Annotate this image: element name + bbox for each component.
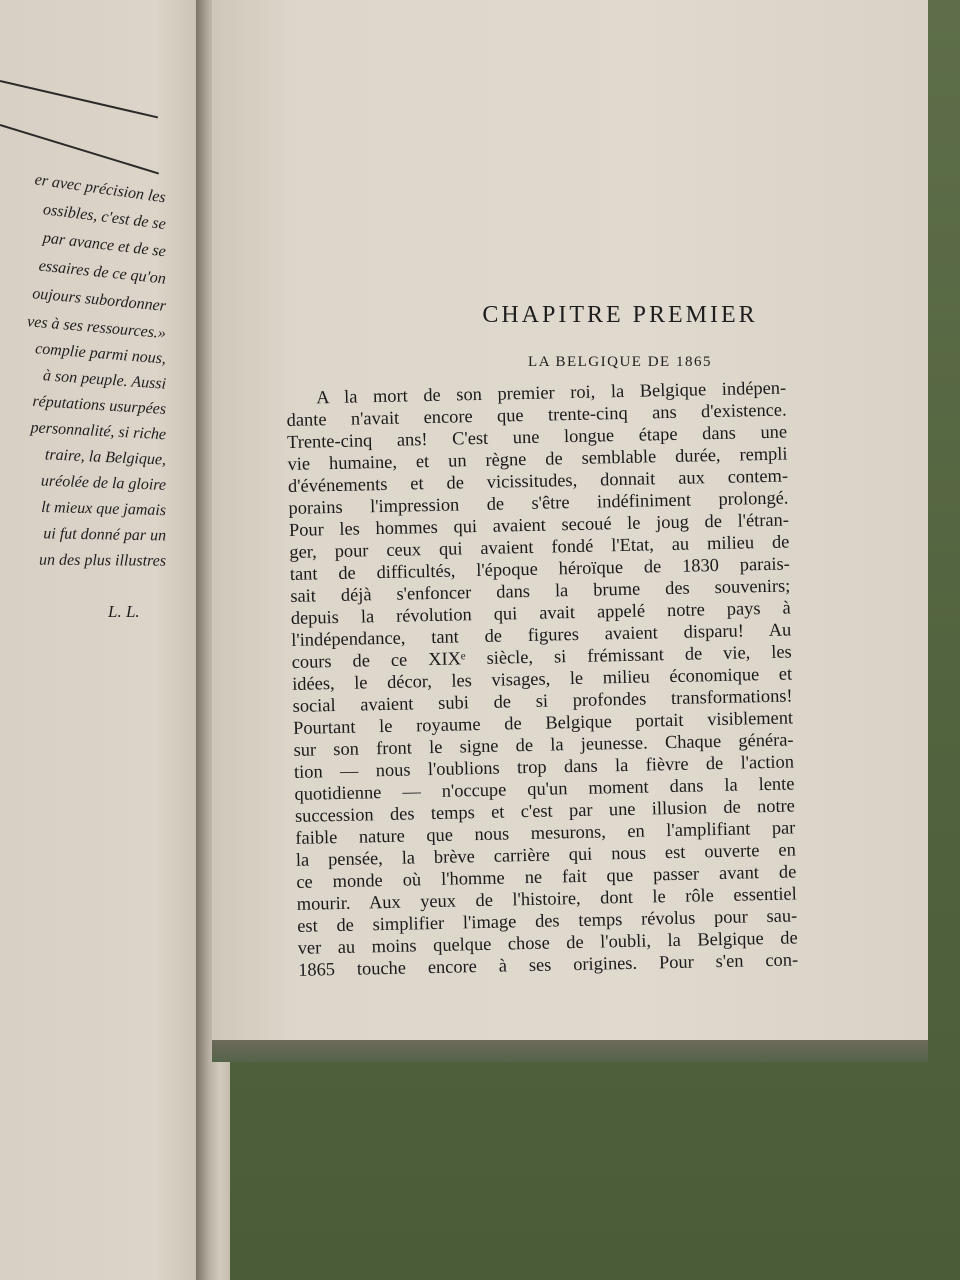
left-text-line: ui fut donné par un bbox=[43, 525, 167, 545]
text-line: Pourtant le royaume de Belgique portait visiblement bbox=[292, 707, 794, 738]
text-line: quotidienne — n'occupe qu'un moment dans la lente bbox=[294, 773, 795, 804]
signature: L. L. bbox=[108, 602, 140, 621]
text-line: l'indépendance, tant de figures avaient disparu! Au bbox=[291, 619, 792, 650]
text-line: idées, le décor, les visages, le milieu économique et bbox=[291, 663, 793, 694]
decorative-rule bbox=[0, 80, 158, 118]
text-line: ger, pour ceux qui avaient fondé l'Etat, au milieu de bbox=[289, 531, 790, 562]
text-line: succession des temps et c'est par une illusion de notre bbox=[294, 795, 796, 826]
decorative-rule bbox=[0, 124, 159, 174]
left-text-line: er avec précision les bbox=[33, 171, 167, 207]
left-text-line: personnalité, si riche bbox=[30, 419, 167, 444]
left-text-line: uréolée de la gloire bbox=[40, 472, 167, 494]
text-line: ver au moins quelque chose de l'oubli, la Belgique de bbox=[297, 927, 798, 958]
left-text-line: à son peuple. Aussi bbox=[42, 367, 167, 393]
left-text-line: par avance et de se bbox=[42, 229, 167, 261]
chapter-title: CHAPITRE PREMIER bbox=[482, 302, 758, 328]
left-text-line: lt mieux que jamais bbox=[40, 498, 167, 520]
text-line: tant de difficultés, l'époque héroïque de 1830 parais- bbox=[289, 553, 790, 584]
text-line: ce monde où l'homme ne fait que passer avant de bbox=[296, 861, 797, 892]
left-text-line: réputations usurpées bbox=[31, 392, 167, 419]
left-text-line: oujours subordonner bbox=[31, 285, 167, 315]
body-text bbox=[286, 377, 806, 980]
page-edge-shadow bbox=[212, 1040, 928, 1062]
text-line: sur son front le signe de la jeunesse. Chaque généra- bbox=[293, 729, 794, 760]
text-line: sait déjà s'enfoncer dans la brume des souvenirs; bbox=[290, 575, 791, 606]
right-page bbox=[212, 0, 928, 1040]
text-line: d'événements et de vicissitudes, donnait aux contem- bbox=[287, 465, 789, 496]
text-line: A la mort de son premier roi, la Belgique indépen- bbox=[315, 377, 787, 408]
text-line: depuis la révolution qui avait appelé notre pays à bbox=[290, 597, 791, 628]
left-page bbox=[0, 0, 222, 1280]
left-text-line: traire, la Belgique, bbox=[44, 446, 167, 469]
section-title: LA BELGIQUE DE 1865 bbox=[528, 354, 712, 370]
text-line: porains l'impression de s'être indéfiniment prolongé. bbox=[288, 487, 789, 518]
text-line: la pensée, la brève carrière qui nous est ouverte en bbox=[295, 839, 796, 870]
text-line: mourir. Aux yeux de l'histoire, dont le rôle essentiel bbox=[296, 883, 797, 914]
text-line: dante n'avait encore que trente-cinq ans d'existence. bbox=[286, 399, 787, 430]
text-line: est de simplifier l'image des temps révolus pour sau- bbox=[297, 905, 798, 936]
text-line: cours de ce XIXᵉ siècle, si frémissant de vie, les bbox=[291, 641, 792, 672]
left-text-line: ves à ses ressources.» bbox=[26, 313, 167, 343]
text-line: 1865 touche encore à ses origines. Pour s'en con- bbox=[297, 949, 799, 980]
text-line: Pour les hommes qui avaient secoué le joug de l'étran- bbox=[288, 509, 790, 540]
text-line: social avaient subi de si profondes transformations! bbox=[292, 685, 793, 716]
text-line: vie humaine, et un règne de semblable durée, rempli bbox=[287, 443, 788, 474]
text-line: tion — nous l'oublions trop dans la fièvre de l'action bbox=[293, 751, 795, 782]
text-line: faible nature que nous mesurons, en l'amplifiant par bbox=[295, 817, 796, 848]
left-text-line: essaires de ce qu'on bbox=[37, 257, 167, 288]
left-text-line: un des plus illustres bbox=[38, 551, 167, 570]
left-text-line: complie parmi nous, bbox=[34, 340, 167, 368]
text-line: Trente-cinq ans! C'est une longue étape dans une bbox=[286, 421, 788, 452]
left-text-line: ossibles, c'est de se bbox=[42, 201, 167, 234]
